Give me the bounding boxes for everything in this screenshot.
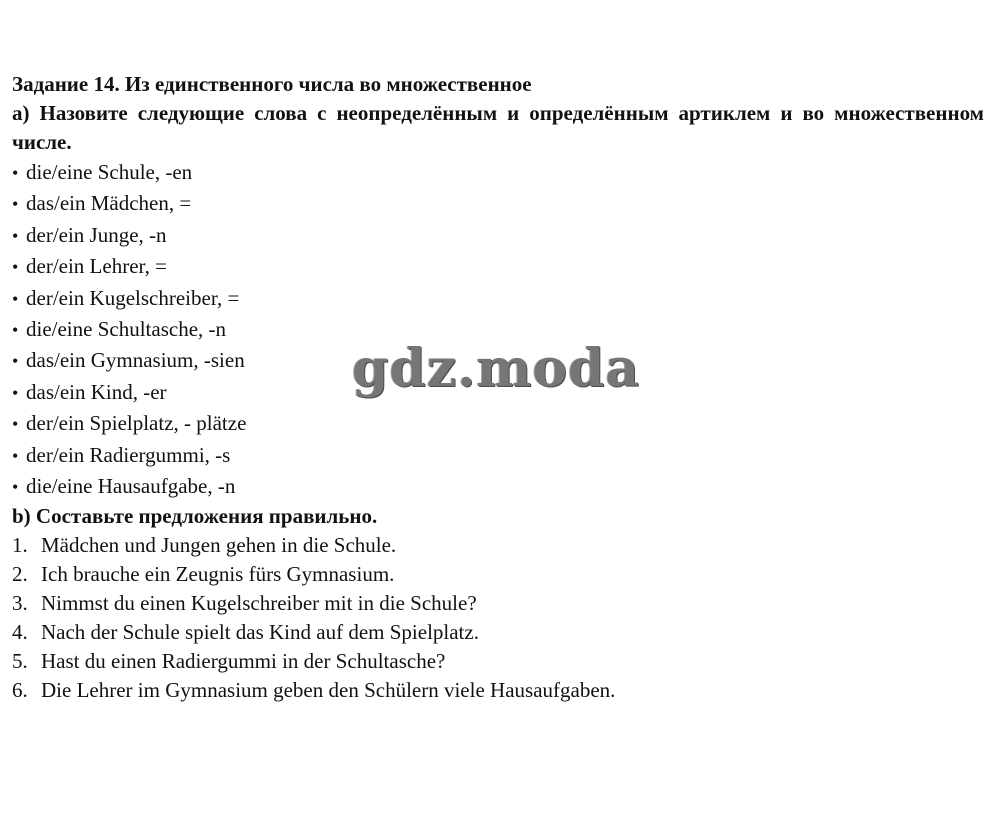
word-item [12, 188, 984, 219]
sentence-item [12, 560, 984, 589]
word-item [12, 220, 984, 251]
sentence-number: 3. [12, 591, 28, 616]
word-text: der/ein Junge, -n [26, 222, 167, 247]
word-item [12, 471, 984, 502]
bullet-icon: • [12, 414, 19, 435]
sentence-list [12, 531, 984, 705]
word-item [12, 251, 984, 282]
sentence-number: 1. [12, 533, 28, 558]
sentence-item [12, 618, 984, 647]
word-text: die/eine Schultasche, -n [26, 317, 227, 342]
bullet-icon: • [12, 194, 19, 215]
word-item [12, 314, 984, 345]
watermark-logo: gdz.moda [352, 338, 641, 399]
word-text: das/ein Mädchen, = [26, 191, 192, 216]
word-text: das/ein Kind, -er [26, 379, 167, 404]
bullet-icon: • [12, 445, 19, 466]
sentence-text: Die Lehrer im Gymnasium geben den Schülern viele Hausaufgaben. [41, 678, 616, 703]
sentence-text: Mädchen und Jungen gehen in die Schule. [41, 533, 397, 558]
bullet-icon: • [12, 257, 19, 278]
word-item [12, 157, 984, 188]
word-text: die/eine Hausaufgabe, -n [26, 474, 236, 499]
word-item [12, 283, 984, 314]
word-item [12, 377, 984, 408]
sentence-number: 5. [12, 649, 28, 674]
sentence-text: Nimmst du einen Kugelschreiber mit in die Schule? [41, 591, 477, 616]
bullet-icon: • [12, 320, 19, 341]
sentence-item [12, 647, 984, 676]
document-page [12, 70, 984, 705]
bullet-icon: • [12, 225, 19, 246]
sentence-number: 6. [12, 678, 28, 703]
task-a-instruction: а) Назовите следующие слова с неопределённым и определённым артиклем и во множественном числе. [12, 101, 984, 154]
sentence-item [12, 676, 984, 705]
word-item [12, 345, 984, 376]
sentence-text: Hast du einen Radiergummi in der Schultasche? [41, 649, 446, 674]
sentence-text: Nach der Schule spielt das Kind auf dem Spielplatz. [41, 620, 479, 645]
word-list [12, 157, 984, 502]
sentence-number: 2. [12, 562, 28, 587]
bullet-icon: • [12, 163, 19, 183]
sentence-number: 4. [12, 620, 28, 645]
word-item [12, 440, 984, 471]
word-text: der/ein Spielplatz, - plätze [26, 411, 247, 436]
bullet-icon: • [12, 382, 19, 403]
task-b-instruction: b) Составьте предложения правильно. [12, 504, 378, 529]
sentence-item [12, 589, 984, 618]
word-text: der/ein Lehrer, = [26, 254, 168, 279]
sentence-text: Ich brauche ein Zeugnis fürs Gymnasium. [41, 562, 395, 587]
bullet-icon: • [12, 351, 19, 372]
task-title: Задание 14. Из единственного числа во множественное [12, 72, 532, 96]
bullet-icon: • [12, 288, 19, 309]
bullet-icon: • [12, 477, 19, 498]
sentence-item [12, 531, 984, 560]
word-text: der/ein Radiergummi, -s [26, 442, 231, 467]
word-item [12, 408, 984, 439]
word-text: der/ein Kugelschreiber, = [26, 285, 240, 310]
word-text: das/ein Gymnasium, -sien [26, 348, 245, 373]
word-text: die/eine Schule, -en [26, 160, 193, 184]
